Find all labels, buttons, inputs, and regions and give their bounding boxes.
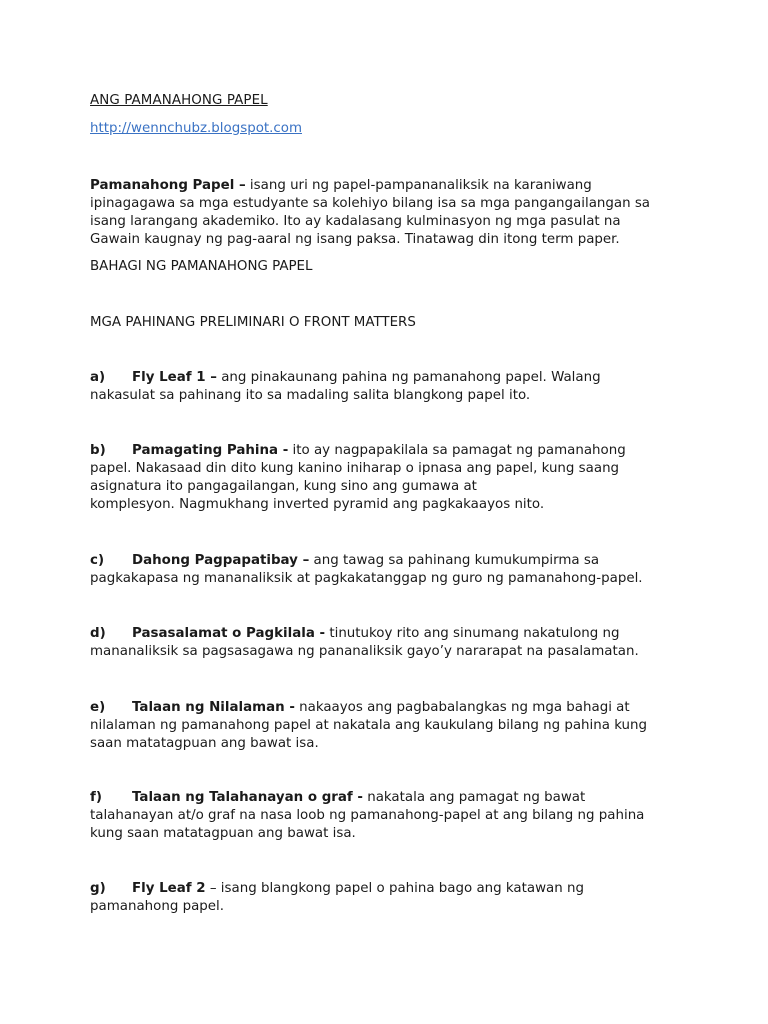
item-text: pagkakapasa ng mananaliksik at pagkakatanggap ng guro ng pamanahong-papel. (90, 571, 643, 586)
item-text: talahanayan at/o graf na nasa loob ng pamanahong-papel at ang bilang ng pahina (90, 808, 645, 823)
item-text: – isang blangkong papel o pahina bago ang katawan ng (205, 881, 584, 896)
intro-line: Gawain kaugnay ng pag-aaral ng isang paksa. Tinatawag din itong term paper. (90, 232, 620, 247)
item-text: pamanahong papel. (90, 899, 224, 914)
item-term: Pasasalamat o Pagkilala - (132, 626, 326, 641)
item-letter: b) (90, 443, 106, 458)
list-item-talaan-ng-talahanayan (90, 789, 680, 843)
item-letter: e) (90, 700, 106, 715)
section-heading: BAHAGI NG PAMANAHONG PAPEL (90, 259, 313, 274)
item-text: komplesyon. Nagmukhang inverted pyramid ang pagkakaayos nito. (90, 497, 545, 512)
list-item-pasasalamat (90, 625, 680, 661)
item-text: nakaayos ang pagbabalangkas ng mga bahagi at (294, 700, 630, 715)
item-letter: a) (90, 370, 106, 385)
item-text: mananaliksik sa pagsasagawa ng pananaliksik gayo’y nararapat na pasalamatan. (90, 644, 639, 659)
item-text: tinutukoy rito ang sinumang nakatulong ng (325, 626, 620, 641)
item-text: ito ay nagpapakilala sa pamagat ng pamanahong (288, 443, 626, 458)
item-text: ang pinakaunang pahina ng pamanahong papel. Walang (216, 370, 601, 385)
item-text: kung saan matatagpuan ang bawat isa. (90, 826, 356, 841)
item-term: Fly Leaf 2 (132, 881, 206, 896)
item-text: nilalaman ng pamanahong papel at nakatala ang kaukulang bilang ng pahina kung (90, 718, 648, 733)
item-term: Pamagating Pahina - (132, 443, 289, 458)
intro-line: isang larangang akademiko. Ito ay kadalasang kulminasyon ng mga pasulat na (90, 214, 621, 229)
item-letter: d) (90, 626, 106, 641)
list-item-pamagating-pahina (90, 442, 680, 514)
item-text: papel. Nakasaad din dito kung kanino iniharap o ipnasa ang papel, kung saang (90, 461, 620, 476)
item-letter: f) (90, 790, 102, 805)
list-item-talaan-ng-nilalaman (90, 699, 680, 753)
list-item-fly-leaf-2 (90, 880, 680, 916)
item-letter: g) (90, 881, 106, 896)
subsection-heading: MGA PAHINANG PRELIMINARI O FRONT MATTERS (90, 315, 416, 330)
intro-term: Pamanahong Papel – (90, 178, 246, 193)
item-text: saan matatagpuan ang bawat isa. (90, 736, 319, 751)
list-item-dahong-pagpapatibay (90, 552, 680, 588)
item-term: Talaan ng Nilalaman - (132, 700, 295, 715)
item-term: Talaan ng Talahanayan o graf - (132, 790, 363, 805)
item-letter: c) (90, 553, 105, 568)
intro-paragraph (90, 177, 680, 249)
item-term: Fly Leaf 1 – (132, 370, 217, 385)
intro-line: isang uri ng papel-pampananaliksik na karaniwang (245, 178, 592, 193)
blog-link[interactable]: http://wennchubz.blogspot.com (90, 121, 302, 136)
item-text: asignatura ito pangagailangan, kung sino ang gumawa at (90, 479, 477, 494)
list-item-fly-leaf-1 (90, 369, 680, 405)
item-text: ang tawag sa pahinang kumukumpirma sa (309, 553, 600, 568)
item-text: nakatala ang pamagat ng bawat (362, 790, 586, 805)
intro-line: ipinagagawa sa mga estudyante sa kolehiyo bilang isa sa mga pangangailangan sa (90, 196, 651, 211)
item-term: Dahong Pagpapatibay – (132, 553, 310, 568)
document-title: ANG PAMANAHONG PAPEL (90, 93, 268, 108)
item-text: nakasulat sa pahinang ito sa madaling salita blangkong papel ito. (90, 388, 531, 403)
